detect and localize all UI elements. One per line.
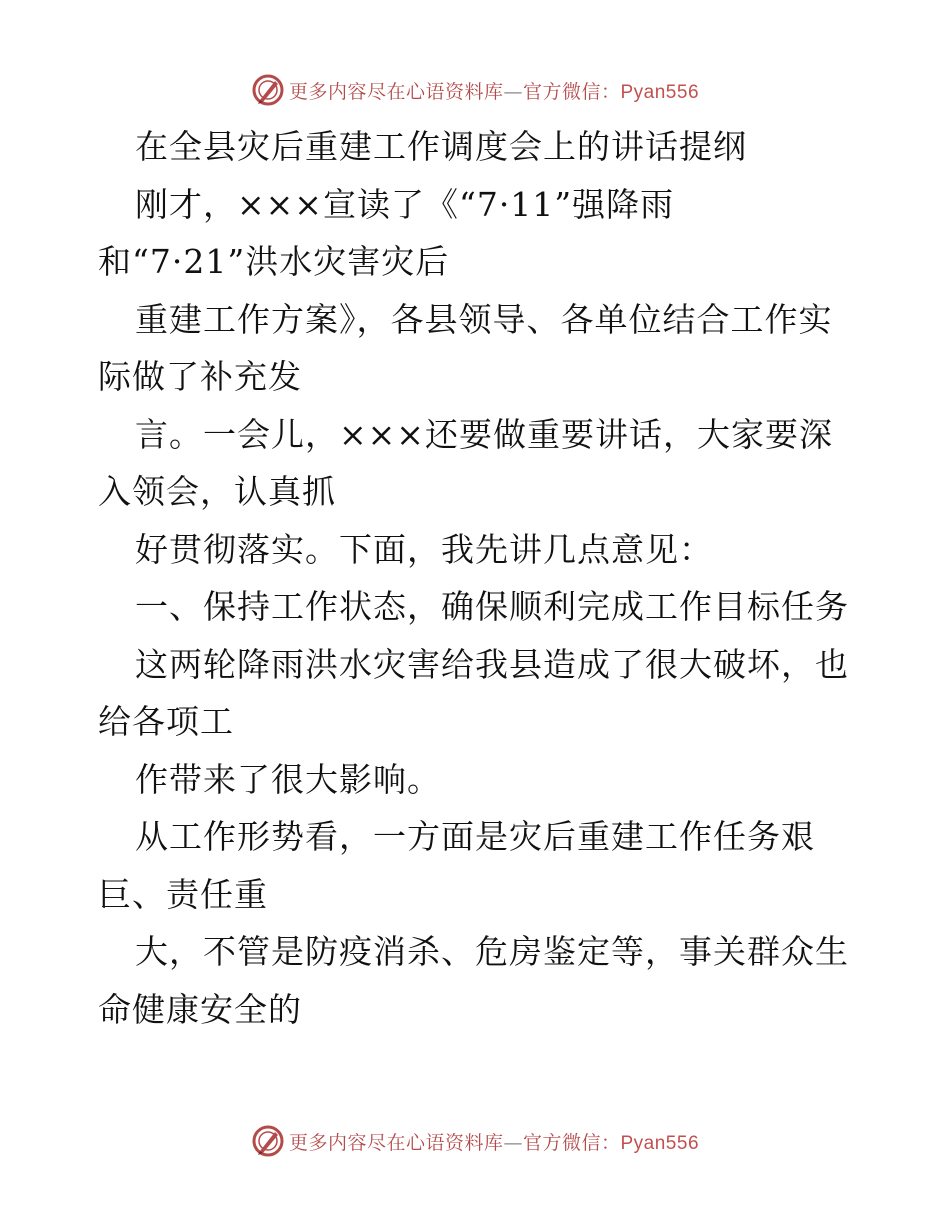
watermark-wechat-label: 官方微信： [522, 1131, 621, 1154]
text-line: 入领会，认真抓 [98, 472, 336, 511]
header-watermark [0, 70, 950, 110]
text-line: 际做了补充发 [98, 357, 302, 396]
pen-logo-icon [251, 1124, 285, 1158]
text-line: 命健康安全的 [98, 989, 302, 1029]
text-line: 好贯彻落实。下面，我先讲几点意见： [135, 529, 713, 569]
pen-logo-icon [251, 73, 285, 107]
text-line: 大，不管是防疫消杀、危房鉴定等，事关群众生 [135, 932, 849, 971]
text-line: 给各项工 [98, 702, 234, 741]
watermark-wechat-id: Pyan556 [620, 1132, 700, 1154]
text-line: 巨、责任重 [98, 874, 268, 914]
watermark-dash: — [503, 80, 523, 103]
watermark-dash: — [503, 1131, 523, 1154]
section-heading: 一、保持工作状态，确保顺利完成工作目标任务 [135, 587, 849, 626]
watermark-wechat-label: 官方微信： [522, 80, 621, 103]
document-body [98, 118, 858, 1038]
text-line: 重建工作方案》，各县领导、各单位结合工作实 [135, 299, 833, 339]
text-line: 这两轮降雨洪水灾害给我县造成了很大破坏，也 [135, 644, 849, 684]
watermark-wechat-id: Pyan556 [620, 81, 700, 103]
watermark-text [289, 1128, 699, 1155]
footer-watermark [0, 1121, 950, 1161]
text-line: 言。一会儿，×××还要做重要讲话，大家要深 [135, 414, 833, 454]
watermark-main: 更多内容尽在心语资料库 [288, 1131, 504, 1154]
text-line: 作带来了很大影响。 [135, 759, 441, 799]
watermark-main: 更多内容尽在心语资料库 [288, 80, 504, 103]
text-line: 在全县灾后重建工作调度会上的讲话提纲 [135, 127, 747, 166]
text-line: 刚才，×××宣读了《“7·11”强降雨 [135, 184, 675, 224]
text-line: 从工作形势看，一方面是灾后重建工作任务艰 [135, 817, 815, 856]
text-line: 和“7·21”洪水灾害灾后 [98, 242, 450, 281]
watermark-text [289, 77, 699, 104]
